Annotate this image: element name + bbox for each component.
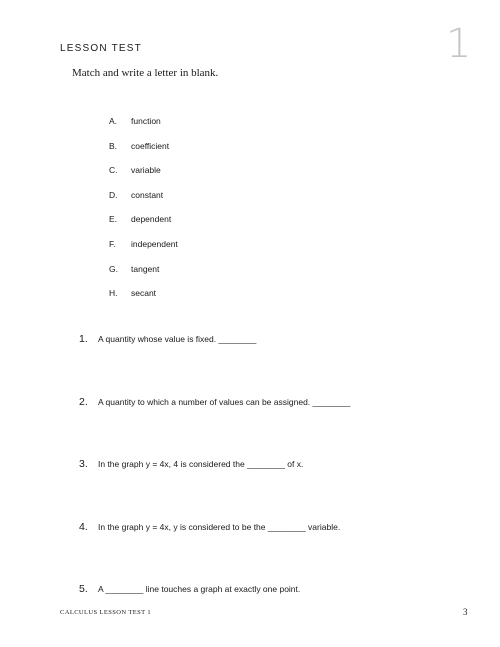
question-item: [79, 458, 350, 521]
question-item: [79, 521, 350, 584]
option-letter: E.: [109, 214, 118, 225]
option-item: [109, 239, 178, 264]
footer-course-title: CALCULUS LESSON TEST 1: [60, 609, 152, 616]
answer-options-list: [109, 116, 178, 313]
option-item: [109, 288, 178, 313]
option-letter: H.: [109, 288, 118, 299]
question-number: 2.: [79, 395, 88, 408]
lesson-number: 1: [446, 21, 472, 67]
page-number: 3: [463, 607, 468, 617]
question-text: A ________ line touches a graph at exactly one point.: [98, 584, 301, 594]
option-item: [109, 190, 178, 215]
lesson-test-heading: LESSON TEST: [60, 43, 142, 54]
question-number: 1.: [79, 333, 88, 345]
option-text: coefficient: [131, 140, 170, 151]
option-letter: F.: [109, 238, 116, 249]
question-item: [79, 396, 350, 459]
question-text: A quantity whose value is fixed. ________: [98, 334, 257, 344]
option-item: [109, 264, 178, 289]
question-text: In the graph y = 4x, y is considered to be the ________ variable.: [98, 521, 341, 532]
option-item: [109, 141, 178, 166]
option-item: [109, 214, 178, 239]
question-number: 3.: [79, 458, 88, 470]
question-text: In the graph y = 4x, 4 is considered the ________ of x.: [98, 459, 304, 469]
option-letter: G.: [109, 263, 118, 274]
question-number: 5.: [79, 583, 88, 595]
option-letter: B.: [109, 140, 118, 151]
option-text: constant: [131, 189, 164, 200]
option-letter: C.: [109, 165, 118, 176]
option-text: secant: [131, 288, 157, 299]
option-text: variable: [131, 165, 161, 176]
questions-list: [79, 333, 350, 646]
option-text: dependent: [131, 214, 172, 225]
option-item: [109, 165, 178, 190]
question-number: 4.: [79, 520, 88, 533]
instruction-text: Match and write a letter in blank.: [72, 67, 219, 79]
option-text: function: [131, 116, 161, 126]
option-letter: A.: [109, 116, 118, 126]
option-letter: D.: [109, 189, 118, 200]
option-text: independent: [131, 238, 178, 249]
question-text: A quantity to which a number of values can be assigned. ________: [98, 396, 351, 407]
option-text: tangent: [131, 263, 160, 274]
option-item: [109, 116, 178, 141]
question-item: [79, 333, 350, 396]
